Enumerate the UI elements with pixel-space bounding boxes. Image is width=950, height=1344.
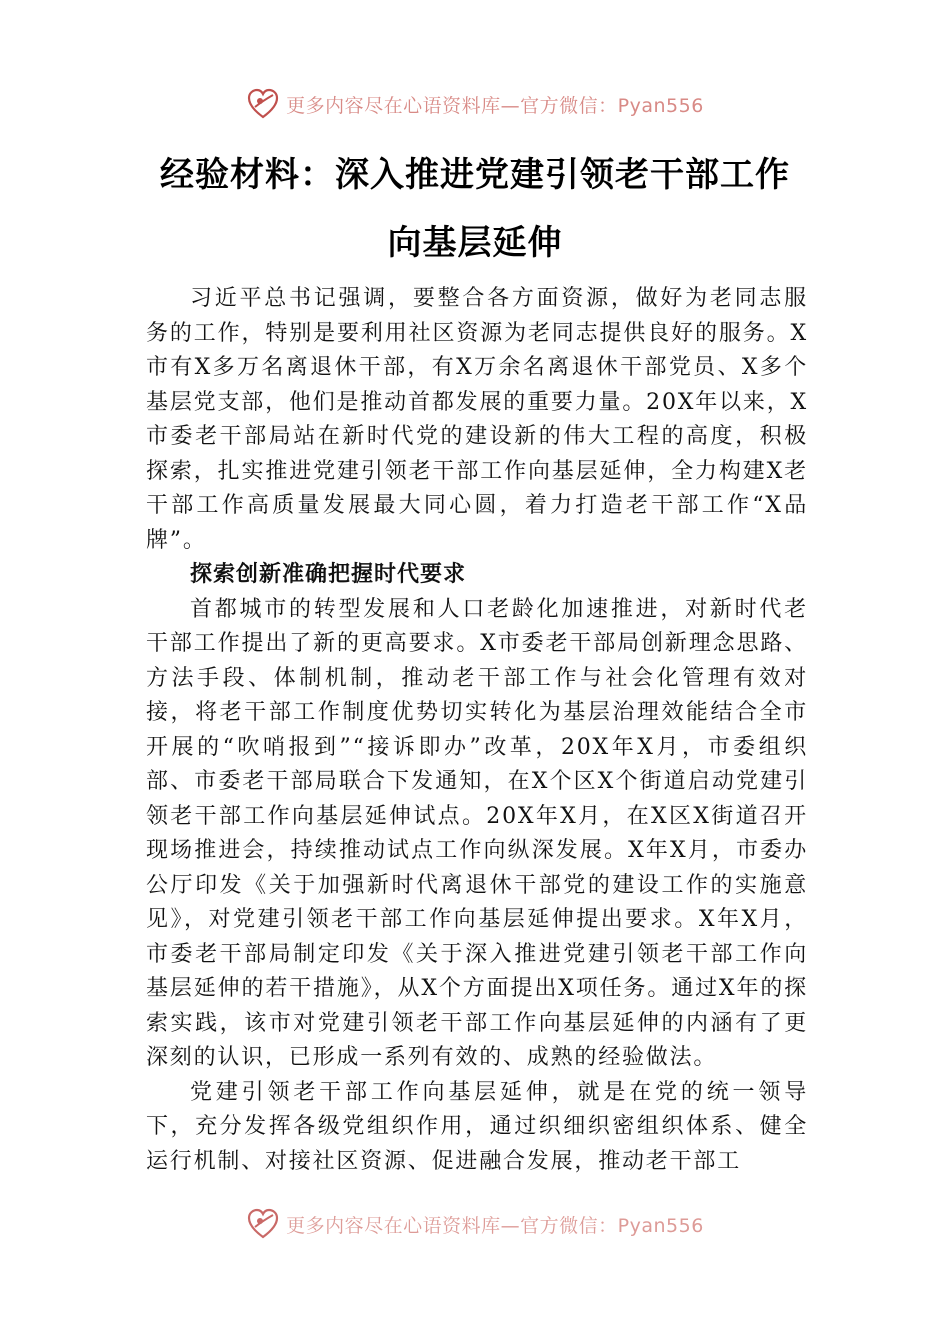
watermark-footer xyxy=(0,1204,950,1244)
heart-logo-icon xyxy=(246,87,280,121)
watermark-text: 更多内容尽在心语资料库—官方微信：Pyan556 xyxy=(286,1214,704,1237)
paragraph-intro: 习近平总书记强调，要整合各方面资源，做好为老同志服务的工作，特别是要利用社区资源为老同志提供良好的服务。X市有X多万名离退休干部，有X万余名离退休干部党员、X多个基层党支部，他们是推动首都发展的重要力量。20X年以来，X市委老干部局站在新时代党的建设新的伟大工程的高度，积极探索，扎实推进党建引领老干部工作向基层延伸，全力构建X老干部工作高质量发展最大同心圆，着力打造老干部工作“X品牌”。 xyxy=(146,286,808,553)
watermark-text: 更多内容尽在心语资料库—官方微信：Pyan556 xyxy=(286,94,704,117)
document-title-line2: 向基层延伸 xyxy=(387,223,563,263)
section-heading: 探索创新准确把握时代要求 xyxy=(190,562,467,587)
watermark-header xyxy=(0,84,950,124)
paragraph-section1: 首都城市的转型发展和人口老龄化加速推进，对新时代老干部工作提出了新的更高要求。X市委老干部局创新理念思路、方法手段、体制机制，推动老干部工作与社会化管理有效对接，将老干部工作制度优势切实转化为基层治理效能结合全市开展的“吹哨报到”“接诉即办”改革，20X年X月，市委组织部、市委老干部局联合下发通知，在X个区X个街道启动党建引领老干部工作向基层延伸试点。20X年X月，在X区X街道召开现场推进会，持续推动试点工作向纵深发展。X年X月，市委办公厅印发《关于加强新时代离退休干部党的建设工作的实施意见》，对党建引领老干部工作向基层延伸提出要求。X年X月，市委老干部局制定印发《关于深入推进党建引领老干部工作向基层延伸的若干措施》，从X个方面提出X项任务。通过X年的探索实践，该市对党建引领老干部工作向基层延伸的内涵有了更深刻的认识，已形成一系列有效的、成熟的经验做法。 xyxy=(146,596,808,1070)
document-body xyxy=(146,282,808,1179)
heart-logo-icon xyxy=(246,1207,280,1241)
paragraph-section2: 党建引领老干部工作向基层延伸，就是在党的统一领导下，充分发挥各级党组织作用，通过织细织密组织体系、健全运行机制、对接社区资源、促进融合发展，推动老干部工 xyxy=(146,1079,808,1174)
document-title-line1: 经验材料：深入推进党建引领老干部工作 xyxy=(160,155,790,195)
